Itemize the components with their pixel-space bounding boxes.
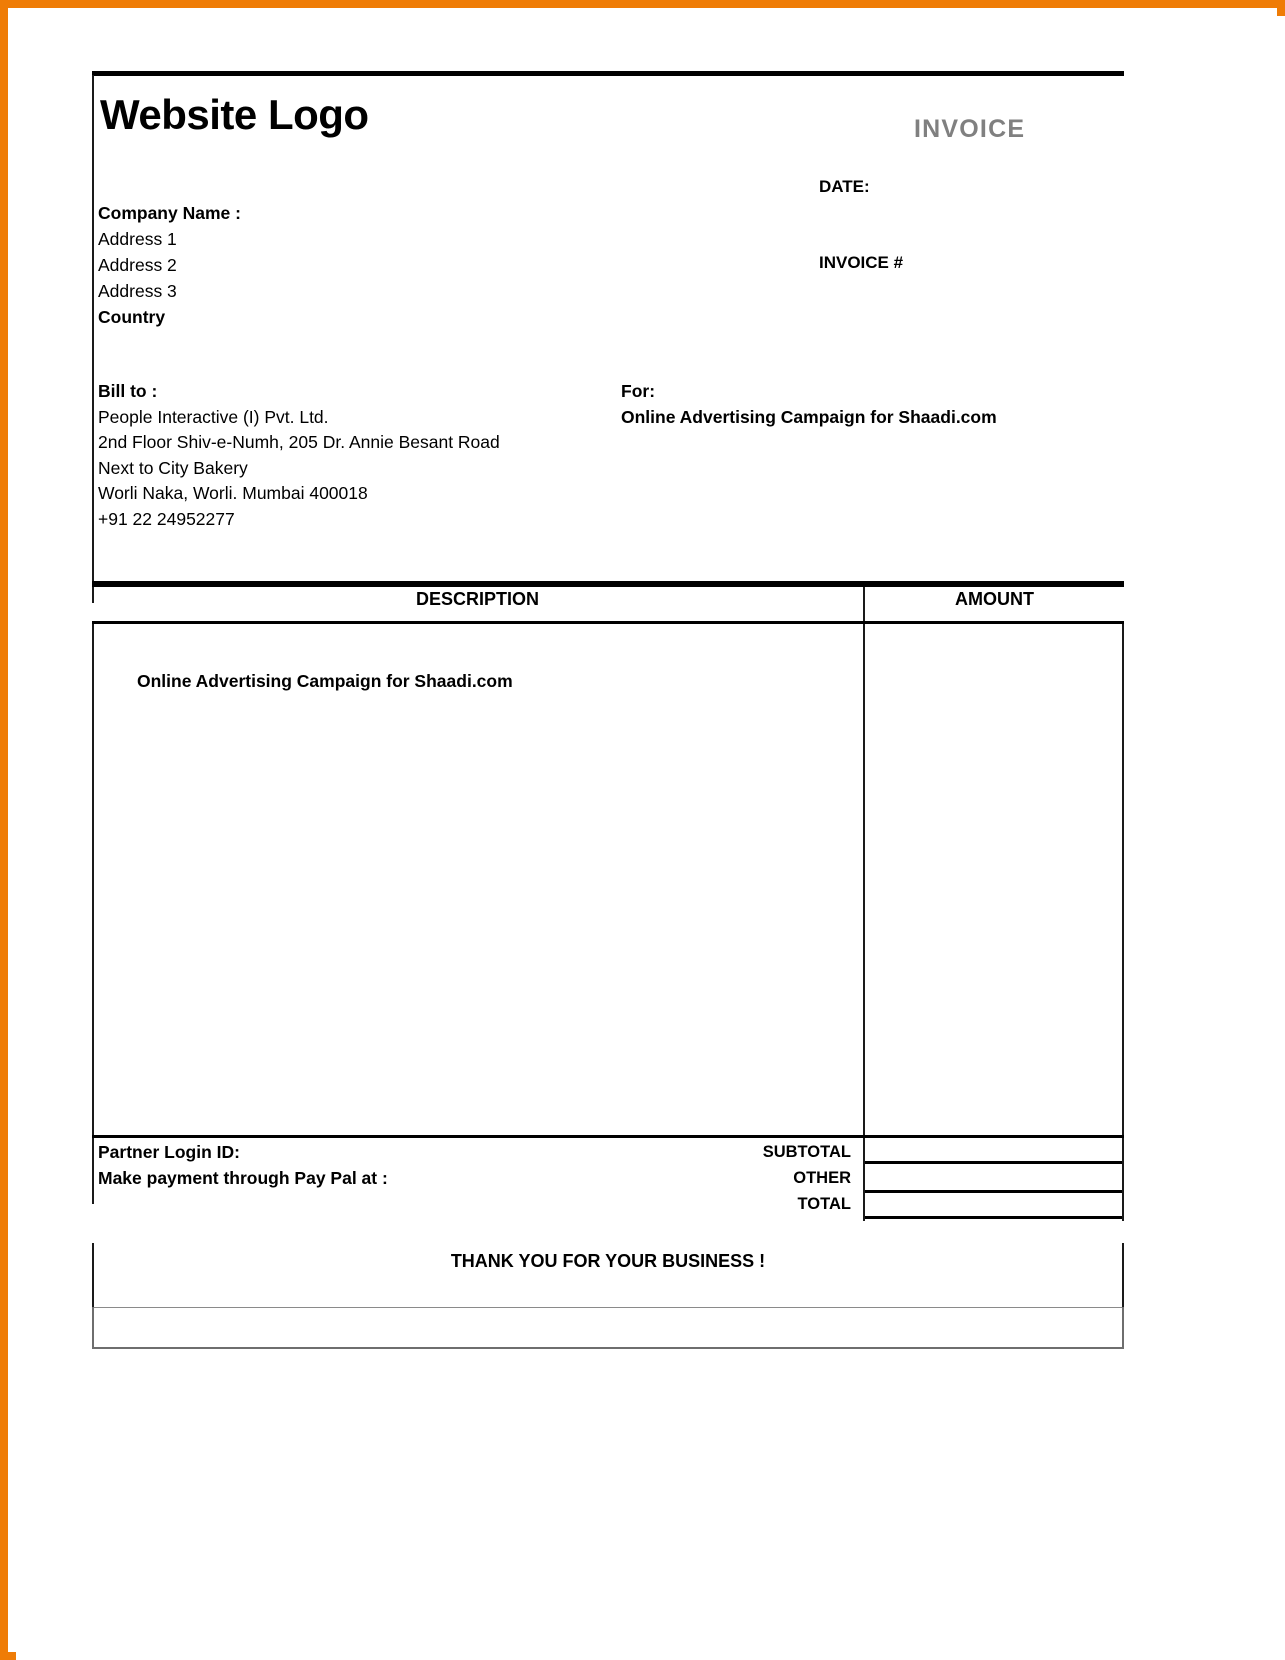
thank-you-message: THANK YOU FOR YOUR BUSINESS ! [450, 1251, 766, 1271]
company-address-block [98, 200, 241, 330]
table-body-right-border [1122, 624, 1124, 1137]
totals-right-border [1122, 1138, 1124, 1221]
table-column-divider-body [863, 624, 865, 1137]
table-header-bottom-rule [92, 621, 1124, 624]
paypal-payment-label: Make payment through Pay Pal at : [98, 1168, 388, 1188]
subtotal-label: SUBTOTAL [762, 1143, 851, 1161]
date-label: DATE: [819, 177, 870, 196]
bill-to-line: Worli Naka, Worli. Mumbai 400018 [98, 483, 368, 503]
payment-left-border [92, 1138, 94, 1204]
column-header-description: DESCRIPTION [415, 589, 539, 609]
for-value: Online Advertising Campaign for Shaadi.com [621, 406, 997, 427]
company-address-1: Address 1 [98, 229, 177, 249]
invoice-heading: INVOICE [914, 115, 1026, 143]
for-heading: For: [621, 381, 656, 401]
company-address-3: Address 3 [98, 281, 177, 301]
column-header-amount: AMOUNT [955, 589, 1034, 609]
bill-to-line: Next to City Bakery [98, 457, 248, 478]
website-logo-title: Website Logo [100, 91, 369, 138]
company-address-2: Address 2 [98, 255, 177, 275]
total-value-box[interactable] [865, 1193, 1124, 1219]
bill-to-line: 2nd Floor Shiv-e-Numh, 205 Dr. Annie Besant Road [98, 432, 500, 452]
company-country: Country [98, 307, 166, 327]
table-row: Online Advertising Campaign for Shaadi.com [137, 671, 513, 691]
invoice-number-label: INVOICE # [819, 253, 904, 272]
table-body-left-border [92, 624, 94, 1137]
table-column-divider-header [863, 587, 865, 623]
footer-strip-right-border [1122, 1307, 1124, 1349]
bill-to-block [98, 379, 500, 532]
other-label: OTHER [793, 1169, 851, 1187]
bill-to-line: People Interactive (I) Pvt. Ltd. [98, 406, 329, 427]
other-value-box[interactable] [865, 1167, 1124, 1193]
footer-bottom-rule [92, 1347, 1124, 1349]
for-block [621, 379, 997, 430]
footer-strip-left-border [92, 1307, 94, 1349]
total-label: TOTAL [797, 1195, 851, 1213]
partner-login-label: Partner Login ID: [98, 1142, 240, 1162]
company-name-label: Company Name : [98, 203, 241, 223]
footer-divider-rule [92, 1307, 1124, 1308]
scanned-sheet [16, 16, 1285, 1660]
bill-to-line: +91 22 24952277 [98, 508, 235, 529]
invoice-document [84, 71, 1124, 1349]
document-left-border-upper [92, 75, 94, 603]
document-top-rule [92, 71, 1124, 76]
subtotal-value-box[interactable] [865, 1138, 1124, 1164]
bill-to-heading: Bill to : [98, 381, 158, 401]
